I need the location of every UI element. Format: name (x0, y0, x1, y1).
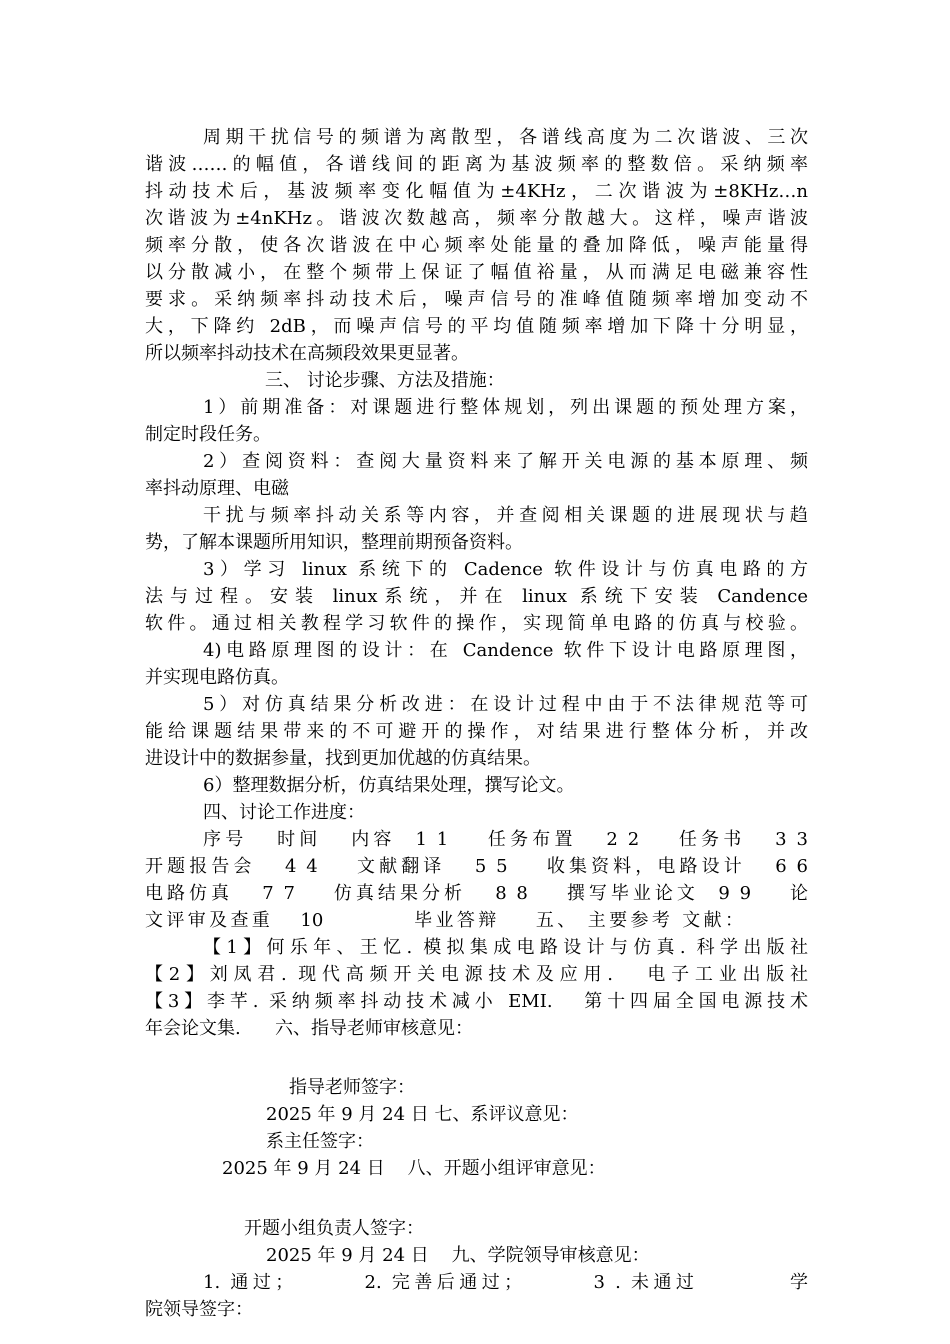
text-line: 能给课题结果带来的不可避开的操作，对结果进行整体分析，并改 (145, 721, 808, 742)
section-heading: 三、 讨论步骤、方法及措施： (265, 370, 505, 391)
text-line: 5）对仿真结果分析改进：在设计过程中由于不法律规范等可 (203, 694, 808, 715)
text-line: 4)电路原理图的设计：在 Candence 软件下设计电路原理图， (203, 640, 808, 661)
section-heading: 四、讨论工作进度： (203, 802, 365, 823)
schedule-line: 开题报告会 4 4 文献翻译 5 5 收集资料，电路设计 6 6 (145, 856, 808, 877)
text-line: 2）查阅资料：查阅大量资料来了解开关电源的基本原理、频 (203, 451, 808, 472)
text-line: 制定时段任务。 (145, 424, 271, 445)
reference-item: 【3】李芊. 采纳频率抖动技术减小 EMI. 第十四届全国电源技术 (145, 991, 808, 1012)
text-line: 次谐波为±4nKHz。谐波次数越高，频率分散越大。这样，噪声谐波 (145, 208, 808, 229)
text-line: 所以频率抖动技术在高频段效果更显著。 (145, 343, 469, 364)
signature-label: 系主任签字： (266, 1131, 374, 1152)
text-line: 抖动技术后，基波频率变化幅值为±4KHz，二次谐波为±8KHz…n (145, 181, 808, 202)
text-line: 并实现电路仿真。 (145, 667, 289, 688)
text-line: 以分散减小，在整个频带上保证了幅值裕量，从而满足电磁兼容性 (145, 262, 808, 283)
schedule-line: 序号 时间 内容 1 1 任务布置 2 2 任务书 3 3 (203, 829, 808, 850)
schedule-line: 文评审及查重 10 毕业答辩 五、 主要参考 文献： (145, 910, 743, 931)
text-line: 6）整理数据分析，仿真结果处理，撰写论文。 (203, 775, 575, 796)
signature-label: 院领导签字： (145, 1299, 253, 1320)
signature-label: 指导老师签字： (289, 1077, 415, 1098)
text-line: 干扰与频率抖动关系等内容，并查阅相关课题的进展现状与趋 (203, 505, 808, 526)
text-line: 率抖动原理、电磁 (145, 478, 289, 499)
text-line: 3）学习 linux 系统下的 Cadence 软件设计与仿真电路的方 (203, 559, 808, 580)
date-line: 2025 年 9 月 24 日 九、学院领导审核意见： (266, 1245, 650, 1266)
text-line: 进设计中的数据参量，找到更加优越的仿真结果。 (145, 748, 541, 769)
text-line: 1）前期准备：对课题进行整体规划，列出课题的预处理方案， (203, 397, 808, 418)
approval-options: 1. 通过； 2. 完善后通过； 3 . 未通过 学 (203, 1272, 808, 1293)
text-line: 要求。采纳频率抖动技术后，噪声信号的准峰值随频率增加变动不 (145, 289, 808, 310)
schedule-line: 电路仿真 7 7 仿真结果分析 8 8 撰写毕业论文 9 9 论 (145, 883, 808, 904)
signature-label: 开题小组负责人签字： (244, 1218, 424, 1239)
date-line: 2025 年 9 月 24 日 七、系评议意见： (266, 1104, 579, 1125)
text-line: 软件。通过相关教程学习软件的操作，实现简单电路的仿真与校验。 (145, 613, 808, 634)
text-line: 年会论文集. 六、指导老师审核意见： (145, 1018, 474, 1039)
text-line: 法与过程。安装 linux系统，并在 linux 系统下安装 Candence (145, 586, 808, 607)
reference-item: 【1】何乐年、王忆. 模拟集成电路设计与仿真. 科学出版社 (203, 937, 808, 958)
text-line: 势，了解本课题所用知识，整理前期预备资料。 (145, 532, 523, 553)
text-line: 谐波……的幅值，各谱线间的距离为基波频率的整数倍。采纳频率 (145, 154, 808, 175)
text-line: 频率分散，使各次谐波在中心频率处能量的叠加降低，噪声能量得 (145, 235, 808, 256)
date-line: 2025 年 9 月 24 日 八、开题小组评审意见： (222, 1158, 606, 1179)
text-line: 大，下降约 2dB，而噪声信号的平均值随频率增加下降十分明显， (145, 316, 808, 337)
reference-item: 【2】刘凤君. 现代高频开关电源技术及应用. 电子工业出版社 (145, 964, 808, 985)
text-line: 周期干扰信号的频谱为离散型，各谱线高度为二次谐波、三次 (203, 127, 808, 148)
